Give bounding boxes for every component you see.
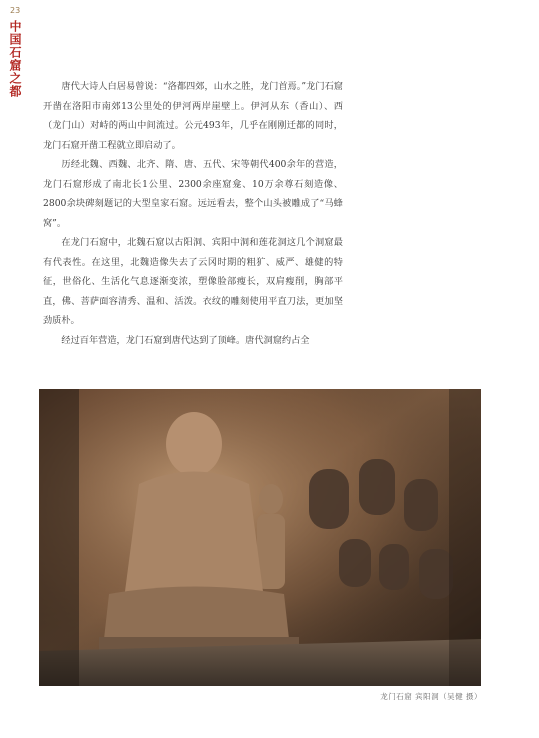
photo-caption: 龙门石窟 宾阳洞（吴健 摄） (380, 692, 482, 701)
paragraph-4: 经过百年营造，龙门石窟到唐代达到了顶峰。唐代洞窟约占全 (61, 334, 310, 346)
running-title: 中国石窟之都 (8, 20, 22, 98)
page-number: 23 (10, 6, 21, 15)
cave-photo (39, 389, 481, 686)
paragraph-2: 历经北魏、西魏、北齐、隋、唐、五代、宋等朝代400余年的营造，龙门石窟形成了南北长1公里、2300余座窟龛、10万余尊石刻造像、2800余块碑刻题记的大型皇家石窟。远远看去，整个山头被雕成了“马蜂窝”。 (43, 159, 343, 229)
article-body (43, 77, 343, 350)
paragraph-1: 唐代大诗人白居易曾说：“洛都四郊，山水之胜，龙门首焉。”龙门石窟开凿在洛阳市南郊13公里处的伊河两岸崖壁上。伊河从东（香山）、西（龙门山）对峙的两山中间流过。公元493年，几乎在刚刚迁都的同时，龙门石窟开凿工程就立即启动了。 (43, 81, 343, 151)
paragraph-3: 在龙门石窟中，北魏石窟以古阳洞、宾阳中洞和莲花洞这几个洞窟最有代表性。在这里，北魏造像失去了云冈时期的粗犷、威严、雄健的特征，世俗化、生活化气息逐渐变浓，塑像脸部瘦长，双肩瘦削，胸部平直，佛、菩萨面容清秀、温和、活泼。衣纹的雕刻使用平直刀法，更加坚劲质朴。 (43, 237, 343, 326)
